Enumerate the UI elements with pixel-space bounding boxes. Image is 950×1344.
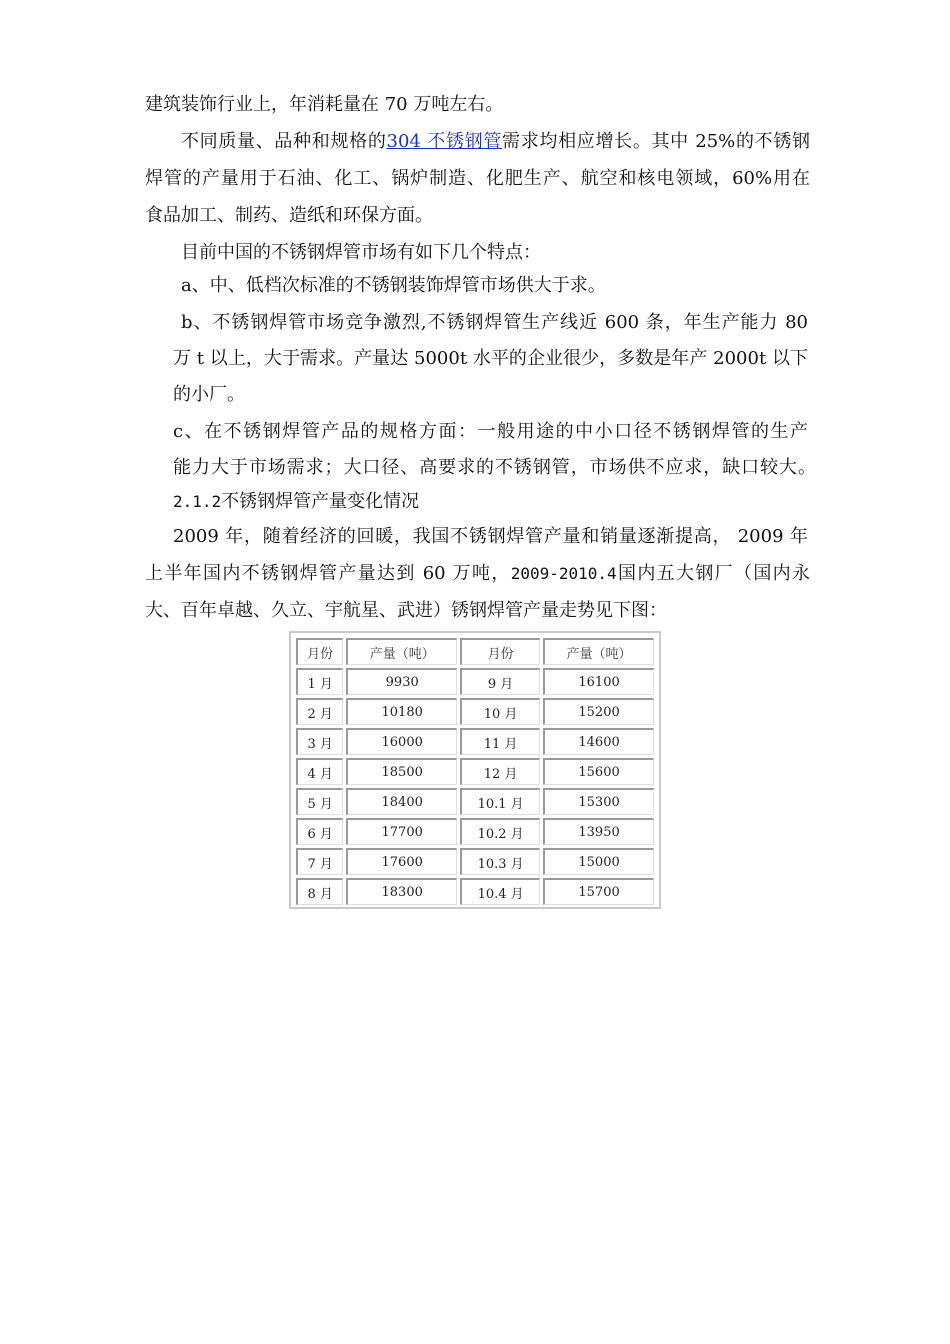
paragraph-line: 2009 年，随着经济的回暖，我国不锈钢焊管产量和销量逐渐提高， 2009 年 [173, 526, 808, 547]
month-cell: 2 月 [296, 698, 343, 725]
paragraph-line [181, 129, 810, 155]
month-cell: 11 月 [460, 728, 540, 755]
text-span: 需求均相应增长。其中 25%的不锈钢 [502, 131, 811, 152]
output-cell: 18300 [346, 878, 457, 905]
paragraph-line: 焊管的产量用于石油、化工、锅炉制造、化肥生产、航空和核电领域，60%用在 [145, 168, 810, 189]
month-cell: 1 月 [296, 668, 343, 695]
paragraph-line: 食品加工、制药、造纸和环保方面。 [145, 205, 433, 226]
header-month: 月份 [296, 638, 343, 665]
table-row [296, 788, 654, 815]
header-output: 产量（吨） [543, 638, 654, 665]
month-cell: 3 月 [296, 728, 343, 755]
table-row [296, 698, 654, 725]
month-cell: 10 月 [460, 698, 540, 725]
output-cell: 15200 [543, 698, 654, 725]
paragraph-line: 大、百年卓越、久立、宇航星、武进）锈钢焊管产量走势见下图： [145, 600, 667, 621]
list-item-c-cont: 能力大于市场需求；大口径、高要求的不锈钢管，市场供不应求，缺口较大。 [173, 457, 816, 478]
paragraph-line: 目前中国的不锈钢焊管市场有如下几个特点： [181, 242, 541, 263]
table-header-row [296, 638, 654, 665]
output-cell: 15000 [543, 848, 654, 875]
stainless-pipe-link[interactable]: 304 不锈钢管 [386, 131, 503, 152]
output-cell: 17600 [346, 848, 457, 875]
table-row [296, 848, 654, 875]
output-cell: 18400 [346, 788, 457, 815]
production-table-frame [289, 631, 661, 909]
month-cell: 8 月 [296, 878, 343, 905]
table-row [296, 818, 654, 845]
output-cell: 16100 [543, 668, 654, 695]
paragraph-line [145, 561, 810, 587]
production-table [293, 635, 657, 908]
month-cell: 10.1 月 [460, 788, 540, 815]
table-row [296, 668, 654, 695]
list-item-c: c、在不锈钢焊管产品的规格方面：一般用途的中小口径不锈钢焊管的生产 [173, 421, 808, 442]
output-cell: 17700 [346, 818, 457, 845]
section-title: 不锈钢焊管产量变化情况 [221, 491, 420, 512]
section-heading [173, 489, 838, 515]
output-cell: 15300 [543, 788, 654, 815]
output-cell: 15600 [543, 758, 654, 785]
output-cell: 9930 [346, 668, 457, 695]
output-cell: 13950 [543, 818, 654, 845]
output-cell: 10180 [346, 698, 457, 725]
header-output: 产量（吨） [346, 638, 457, 665]
month-cell: 10.3 月 [460, 848, 540, 875]
text-span: 国内五大钢厂（国内永 [616, 563, 810, 584]
month-cell: 7 月 [296, 848, 343, 875]
month-cell: 9 月 [460, 668, 540, 695]
output-cell: 15700 [543, 878, 654, 905]
output-cell: 18500 [346, 758, 457, 785]
list-item-b: b、不锈钢焊管市场竞争激烈,不锈钢焊管生产线近 600 条，年生产能力 80 [181, 312, 808, 333]
month-cell: 12 月 [460, 758, 540, 785]
paragraph-line: 建筑装饰行业上，年消耗量在 70 万吨左右。 [145, 94, 504, 115]
output-cell: 16000 [346, 728, 457, 755]
table-row [296, 878, 654, 905]
list-item-b-cont: 万 t 以上，大于需求。产量达 5000t 水平的企业很少，多数是年产 2000t 以下 [173, 348, 808, 369]
section-number: 2.1.2 [173, 492, 222, 511]
month-cell: 10.2 月 [460, 818, 540, 845]
header-month: 月份 [460, 638, 540, 665]
list-item-b-cont: 的小厂。 [173, 384, 245, 405]
text-span: 上半年国内不锈钢焊管产量达到 60 万吨， [145, 563, 511, 584]
list-item-a: a、中、低档次标准的不锈钢装饰焊管市场供大于求。 [181, 275, 606, 296]
table-row [296, 728, 654, 755]
output-cell: 14600 [543, 728, 654, 755]
text-span: 不同质量、品种和规格的 [181, 131, 387, 152]
month-cell: 5 月 [296, 788, 343, 815]
table-row [296, 758, 654, 785]
date-range: 2009-2010.4 [510, 564, 617, 583]
month-cell: 6 月 [296, 818, 343, 845]
month-cell: 4 月 [296, 758, 343, 785]
month-cell: 10.4 月 [460, 878, 540, 905]
